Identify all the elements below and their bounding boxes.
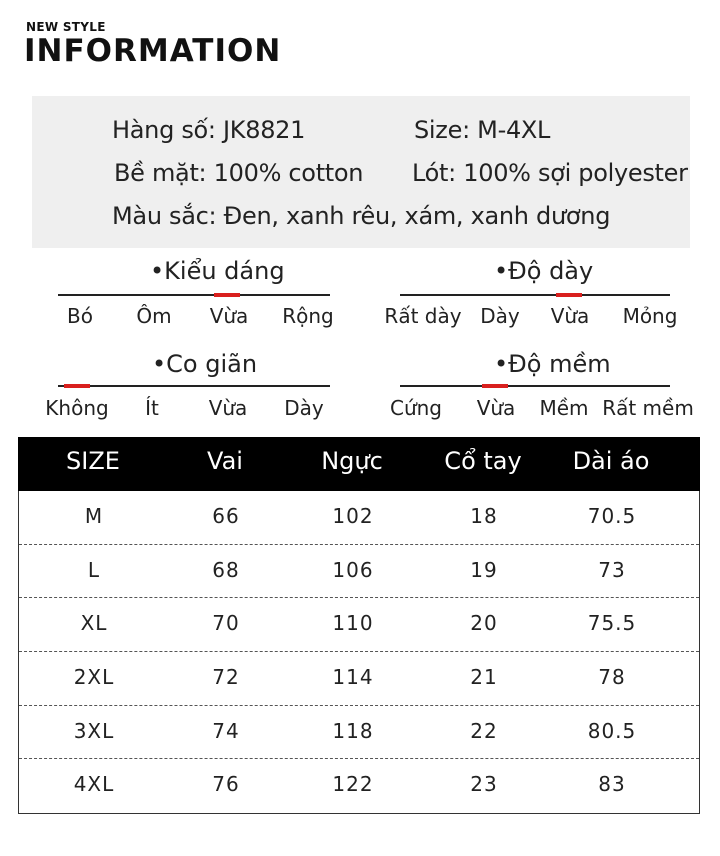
column-header-chest: Ngực [321,447,383,475]
table-cell: 20 [470,611,498,636]
table-cell: 83 [598,772,626,797]
table-cell: 66 [212,504,240,528]
attribute-thickness-marker [556,293,582,297]
attribute-fit-option: Rộng [282,304,334,328]
table-cell: 73 [598,557,626,582]
table-cell: 74 [212,718,240,743]
attribute-thickness-option: Dày [480,304,520,328]
table-cell: 80.5 [587,718,637,743]
table-cell: 68 [212,557,240,582]
table-row [19,652,699,706]
size-table-header [18,437,700,491]
table-cell: 102 [332,504,374,528]
attribute-softness-option: Vừa [476,396,516,420]
table-cell: 110 [332,611,374,636]
table-row [19,491,699,545]
attribute-softness-option: Rất mềm [602,396,694,420]
attribute-softness-option: Mềm [539,396,589,420]
table-cell: 118 [332,718,374,743]
attribute-fit-option: Bó [67,304,93,328]
attribute-stretch-option: Dày [284,396,324,420]
product-size-range: Size: M-4XL [414,116,551,144]
table-cell-size: 3XL [73,718,115,743]
product-colors: Màu sắc: Đen, xanh rêu, xám, xanh dương [112,202,611,230]
product-lining: Lót: 100% sợi polyester [412,159,688,187]
table-cell: 19 [470,557,498,582]
attribute-stretch-option: Ít [145,396,159,420]
table-cell: 78 [598,665,626,690]
table-row [19,598,699,652]
table-row [19,759,699,813]
table-cell-size: M [84,504,104,528]
table-cell: 21 [470,665,498,690]
attribute-stretch-option: Không [45,396,109,420]
table-cell: 70 [212,611,240,636]
table-row [19,545,699,599]
header-subtitle: NEW STYLE [26,20,106,34]
attribute-stretch-scale [58,385,330,387]
attribute-stretch-title: •Co giãn [152,350,258,378]
table-cell: 76 [212,772,240,797]
product-code: Hàng số: JK8821 [112,116,306,144]
column-header-size: SIZE [66,447,120,475]
attribute-softness-option: Cứng [389,396,443,420]
attribute-softness-title: •Độ mềm [494,350,611,378]
attribute-thickness-option: Rất dày [384,304,462,328]
attribute-thickness-option: Mỏng [622,304,678,328]
table-cell: 18 [470,504,498,528]
attribute-softness-marker [482,384,508,388]
table-row [19,706,699,760]
table-cell: 70.5 [587,504,637,528]
attribute-fit-option: Vừa [209,304,249,328]
table-cell-size: XL [80,611,108,636]
table-cell-size: 2XL [73,665,115,690]
table-cell: 114 [332,665,374,690]
size-table-body [18,491,700,814]
attribute-fit-title: •Kiểu dáng [150,257,285,285]
table-cell: 75.5 [587,611,637,636]
column-header-shoulder: Vai [207,447,243,475]
attribute-fit-option: Ôm [136,304,172,328]
attribute-fit-marker [214,293,240,297]
table-cell-size: 4XL [73,772,115,797]
product-surface: Bề mặt: 100% cotton [114,159,364,187]
table-cell: 22 [470,718,498,743]
attribute-thickness-title: •Độ dày [494,257,594,285]
column-header-sleeve: Cổ tay [444,447,522,475]
attribute-thickness-option: Vừa [550,304,590,328]
table-cell: 23 [470,772,498,797]
column-header-length: Dài áo [572,447,650,475]
size-table [18,437,700,814]
table-cell: 122 [332,772,374,797]
product-info-box [32,96,690,248]
attribute-fit-scale [58,294,330,296]
attribute-stretch-marker [64,384,90,388]
page-title: INFORMATION [24,33,282,69]
table-cell-size: L [87,557,101,582]
attribute-thickness-scale [400,294,670,296]
attribute-softness-scale [400,385,670,387]
attribute-stretch-option: Vừa [208,396,248,420]
table-cell: 106 [332,557,374,582]
table-cell: 72 [212,665,240,690]
